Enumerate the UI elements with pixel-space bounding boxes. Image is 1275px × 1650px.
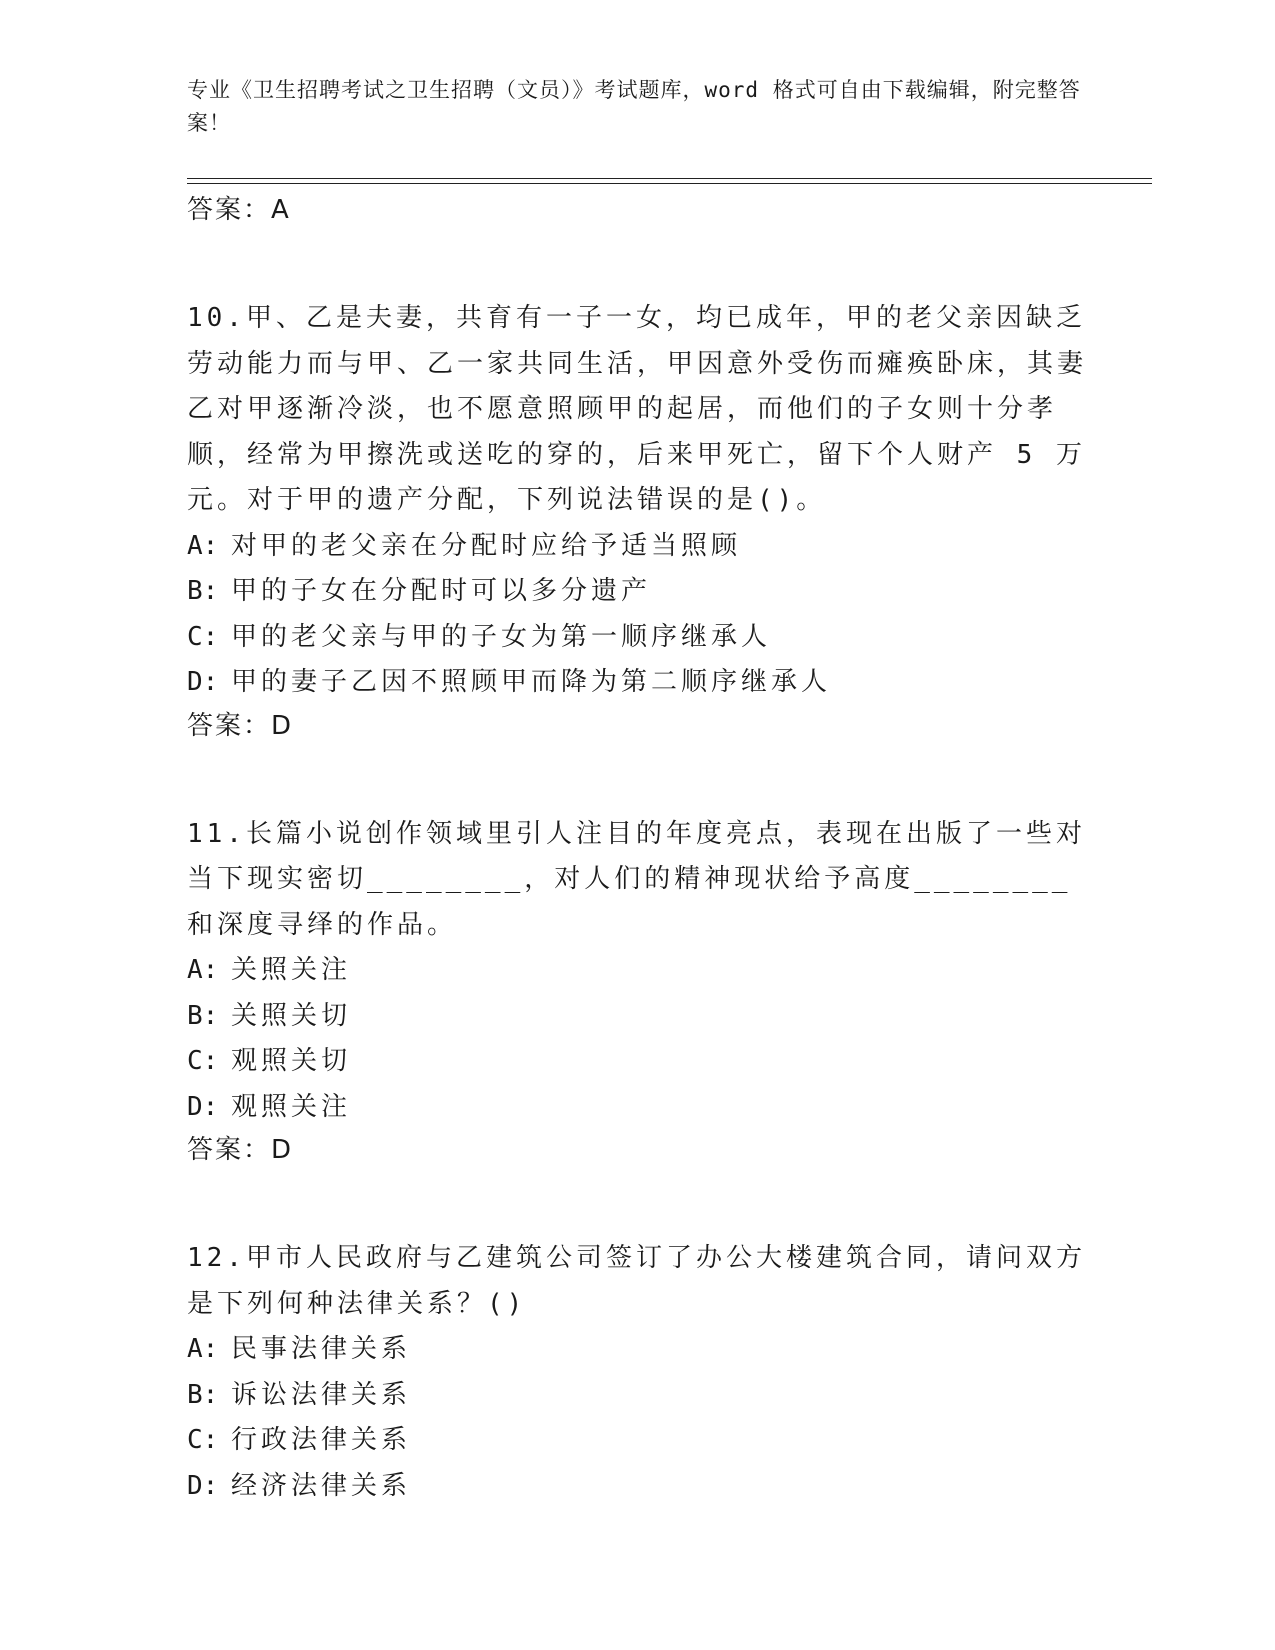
option-c: [187, 1039, 1087, 1085]
option-letter: A:: [187, 1334, 219, 1364]
option-d: [187, 1464, 1087, 1510]
option-a: [187, 1327, 1087, 1373]
option-b: [187, 569, 1087, 615]
question-12: [187, 1236, 1087, 1509]
option-letter: B:: [187, 576, 219, 606]
option-letter: A:: [187, 955, 219, 985]
option-c: [187, 1418, 1087, 1464]
answer-label: 答案：D: [187, 710, 294, 741]
document-header: 专业《卫生招聘考试之卫生招聘（文员）》考试题库，word 格式可自由下载编辑，附完整答案！: [187, 78, 1081, 135]
option-a: [187, 524, 1087, 570]
option-text: 关照关切: [231, 1000, 352, 1031]
header-rule-top: [187, 178, 1152, 179]
option-letter: C:: [187, 621, 219, 652]
option-text: 甲的子女在分配时可以多分遗产: [231, 576, 652, 606]
question-content: [187, 190, 1087, 1509]
option-d: [187, 1085, 1087, 1131]
question-10: [187, 296, 1087, 746]
option-text: 诉讼法律关系: [231, 1379, 412, 1410]
option-text: 观照关注: [231, 1091, 352, 1122]
option-a: [187, 948, 1087, 994]
option-b: [187, 1373, 1087, 1419]
option-letter: C:: [187, 1425, 219, 1455]
answer-label: 答案：D: [187, 1135, 294, 1165]
option-letter: D:: [187, 667, 219, 697]
question-11: [187, 812, 1087, 1171]
question-text: 11.长篇小说创作领域里引人注目的年度亮点，表现在出版了一些对当下现实密切________，对人们的精神现状给予高度________和深度寻绎的作品。: [187, 818, 1086, 940]
option-text: 对甲的老父亲在分配时应给予适当照顾: [231, 530, 742, 561]
option-b: [187, 994, 1087, 1040]
previous-answer: 答案：A: [187, 195, 291, 225]
option-letter: D:: [187, 1470, 219, 1501]
option-text: 民事法律关系: [231, 1334, 412, 1364]
option-text: 观照关切: [231, 1046, 352, 1076]
option-letter: D:: [187, 1091, 219, 1122]
question-text: 10.甲、乙是夫妻，共育有一子一女，均已成年，甲的老父亲因缺乏劳动能力而与甲、乙一家共同生活，甲因意外受伤而瘫痪卧床，其妻乙对甲逐渐冷淡，也不愿意照顾甲的起居，而他们的子女则十分孝顺，经常为甲擦洗或送吃的穿的，后来甲死亡，留下个人财产 5 万元。对于甲的遗产分配，下列说法错误的是()。: [187, 303, 1088, 515]
option-text: 关照关注: [231, 955, 352, 985]
option-d: [187, 660, 1087, 706]
option-text: 行政法律关系: [231, 1425, 412, 1455]
option-letter: A:: [187, 530, 219, 561]
option-letter: B:: [187, 1379, 219, 1410]
option-text: 甲的妻子乙因不照顾甲而降为第二顺序继承人: [231, 667, 832, 697]
option-c: [187, 615, 1087, 661]
option-letter: B:: [187, 1000, 219, 1031]
question-text: 12.甲市人民政府与乙建筑公司签订了办公大楼建筑合同，请问双方是下列何种法律关系？(): [187, 1243, 1086, 1319]
option-text: 甲的老父亲与甲的子女为第一顺序继承人: [231, 621, 772, 652]
option-letter: C:: [187, 1046, 219, 1076]
header-rule-bottom: [187, 183, 1152, 184]
option-text: 经济法律关系: [231, 1470, 412, 1501]
